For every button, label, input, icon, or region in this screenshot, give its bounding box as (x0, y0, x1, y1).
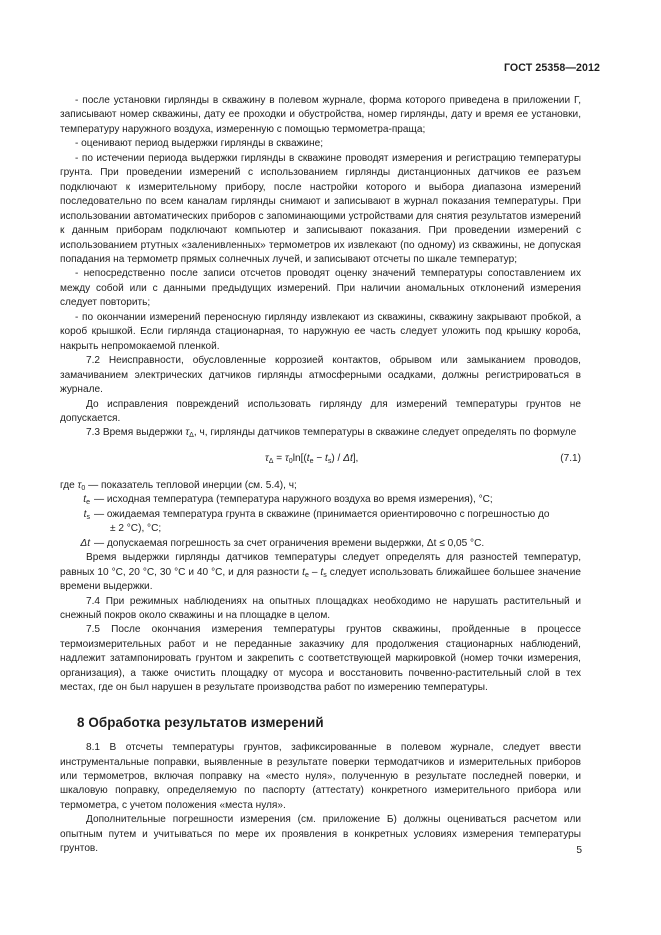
formula-definitions (60, 479, 581, 551)
definition-tau0 (60, 479, 581, 493)
paragraph-8-1: 8.1 В отсчеты температуры грунтов, зафиксированные в полевом журнале, следует ввести инструментальные поправки, выявленные в результате поверки термодатчиков и измерительных приборов или термометров, включая поправку на «место нуля», полученную в результате последней поверки, и шкаловую поправку, определяемую по паспорту (аттестату) конкретного измерительного прибора или термометра, с учетом положения «места нуля». (60, 742, 581, 811)
p73-tau-symbol: τ (185, 427, 190, 439)
formula-tau: τ (265, 452, 269, 464)
formula-expression (265, 452, 358, 466)
formula-delta-t: Δt (343, 452, 353, 464)
list-item-estimate-period: - оценивают период выдержки гирлянды в скважине; (75, 138, 324, 150)
def-ts-symbol-wrap (60, 508, 94, 522)
def-tau0-sub: 0 (81, 484, 86, 492)
p-diff-ts-sub: s (323, 571, 327, 579)
formula-ln: ln[ (292, 452, 304, 464)
p-diff-minus: – (308, 566, 321, 578)
formula-divide: ) / (331, 452, 344, 464)
formula-open-paren: ( (303, 452, 307, 464)
p-diff-te-sub: e (304, 571, 309, 579)
formula-te-sub: e (309, 457, 314, 465)
standard-designation: ГОСТ 25358—2012 (503, 62, 600, 74)
p73-text-before: 7.3 Время выдержки (86, 427, 186, 439)
page-number: 5 (576, 845, 582, 856)
paragraph-repair-note: До исправления повреждений использовать гирлянду для измерений температуры грунтов не допускается. (60, 398, 581, 424)
def-te-symbol: t (83, 494, 87, 506)
formula-ts: t (325, 452, 328, 464)
def-dt-symbol-wrap (60, 537, 94, 551)
definition-ts (60, 508, 581, 522)
formula-tau0-sub: 0 (288, 457, 293, 465)
paragraph-7-3 (60, 426, 581, 440)
def-ts-symbol: t (83, 508, 87, 520)
def-te-symbol-wrap (60, 493, 94, 507)
list-item-remove-string: - по окончании измерений переносную гирлянду извлекают из скважины, скважину закрывают пробкой, а короб крышкой. Если гирлянда стационарная, то наружную ее часть следует уложить под крышку короба, накрыть непромокаемой пленкой. (60, 311, 581, 352)
def-dt-text: — допускаемая погрешность за счет ограничения времени выдержки, Δt ≤ 0,05 °С. (94, 537, 485, 549)
paragraph-temperature-differences (60, 551, 581, 594)
paragraph-7-2: 7.2 Неисправности, обусловленные коррозией контактов, обрывом или замыканием проводов, замачиванием электрических датчиков гирлянды атмосферными осадками, должны регистрироваться в журнале. (60, 355, 581, 396)
p73-text-after: , ч, гирлянды датчиков температуры в скважине следует определять по формуле (193, 427, 577, 439)
def-tau0-text: — показатель тепловой инерции (см. 5.4), ч; (85, 479, 297, 491)
paragraph-additional-errors: Дополнительные погрешности измерения (см. приложение Б) должны оцениваться расчетом или опытным путем и учитываться по мере их проявления в конкретных условиях измерения температуры грунтов. (60, 814, 581, 855)
def-te-sub: e (86, 499, 90, 507)
p-diff-text-before: Время выдержки гирлянды датчиков температуры следует определять для разностей температур, равных 10 °С, 20 °С, 30 °С и 40 °С, и для разности (60, 552, 581, 578)
definition-ts-continuation: ± 2 °С), °С; (110, 523, 162, 535)
list-item-measure-register: - по истечении периода выдержки гирлянды в скважине проводят измерения и регистрацию температуры грунта. При проведении измерений с использованием гирлянды дистанционных датчиков ее разъем подключают к измерительному прибору, после настройки которого и выбора диапазона измерений последовательно по всем каналам гирлянды снимают и записывают в журнал показания температуры. При использовании автоматических приборов с запоминающими устройствами для снятия результатов измерений к данным приборам подключают компьютер и записывают показания. При проведении измерений с использованием ртутных «заленивленных» термометров их извлекают (по одному) из скважины, не допуская попадания на термометр прямых солнечных лучей, и записывают отсчеты по шкале температур; (60, 152, 581, 265)
formula-end: ], (352, 452, 359, 464)
formula-tau0: τ (285, 452, 289, 464)
formula-equals: = (273, 452, 286, 464)
where-prefix: где (60, 479, 78, 491)
p-diff-text-after: следует использовать ближайшее большее значение времени выдержки. (60, 566, 581, 593)
p-diff-ts: t (320, 566, 324, 578)
def-ts-sub: s (86, 513, 90, 521)
p73-tau-subscript: Δ (189, 432, 194, 440)
paragraph-7-5: 7.5 После окончания измерения температуры грунтов скважины, пройденные в процессе термоизмерительных работ и не переданные заказчику для продолжения стационарных наблюдений, надлежит затампонировать грунтом и закрепить с соответствующей маркировкой (номер точки измерения, организация), а также очистить площадку от мусора и восстановить почвенно-растительный слой в тех местах, где он был нарушен в результате производства работ по измерению температуры. (60, 624, 581, 694)
p-diff-te: t (302, 566, 305, 578)
def-te-text: — исходная температура (температура наружного воздуха во время измерения), °С; (94, 494, 493, 506)
formula-te: t (306, 452, 310, 464)
def-dt-symbol: Δt (80, 537, 90, 549)
paragraph-7-4: 7.4 При режимных наблюдениях на опытных площадках необходимо не нарушать растительный и снежный покров около скважины и на площадке в целом. (60, 595, 581, 621)
formula-tau-sub: Δ (268, 457, 274, 465)
formula-minus: − (313, 452, 326, 464)
document-body (60, 94, 581, 857)
list-item-compare-readings: - непосредственно после записи отсчетов проводят оценку значений температуры сопоставлением их между собой или с данными предыдущих измерений. При наличии аномальных отклонений измерения следует повторить; (60, 268, 581, 309)
formula-ts-sub: s (327, 457, 332, 465)
definition-dt (60, 537, 581, 551)
formula-number: (7.1) (560, 452, 581, 464)
def-tau0-symbol: τ (77, 479, 82, 491)
def-ts-text: — ожидаемая температура грунта в скважине (принимается ориентировочно с погрешностью до (94, 508, 550, 520)
list-item-journal-entry: - после установки гирлянды в скважину в полевом журнале, форма которого приведена в приложении Г, записывают номер скважины, дату ее проходки и обустройства, номер гирлянды, дату и время ее установки, температуру наружного воздуха, измеренную с помощью термометра-праща; (60, 95, 581, 135)
section-heading-8: 8 Обработка результатов измерений (77, 714, 324, 730)
definition-te (60, 493, 581, 507)
formula-7-1 (60, 449, 581, 475)
